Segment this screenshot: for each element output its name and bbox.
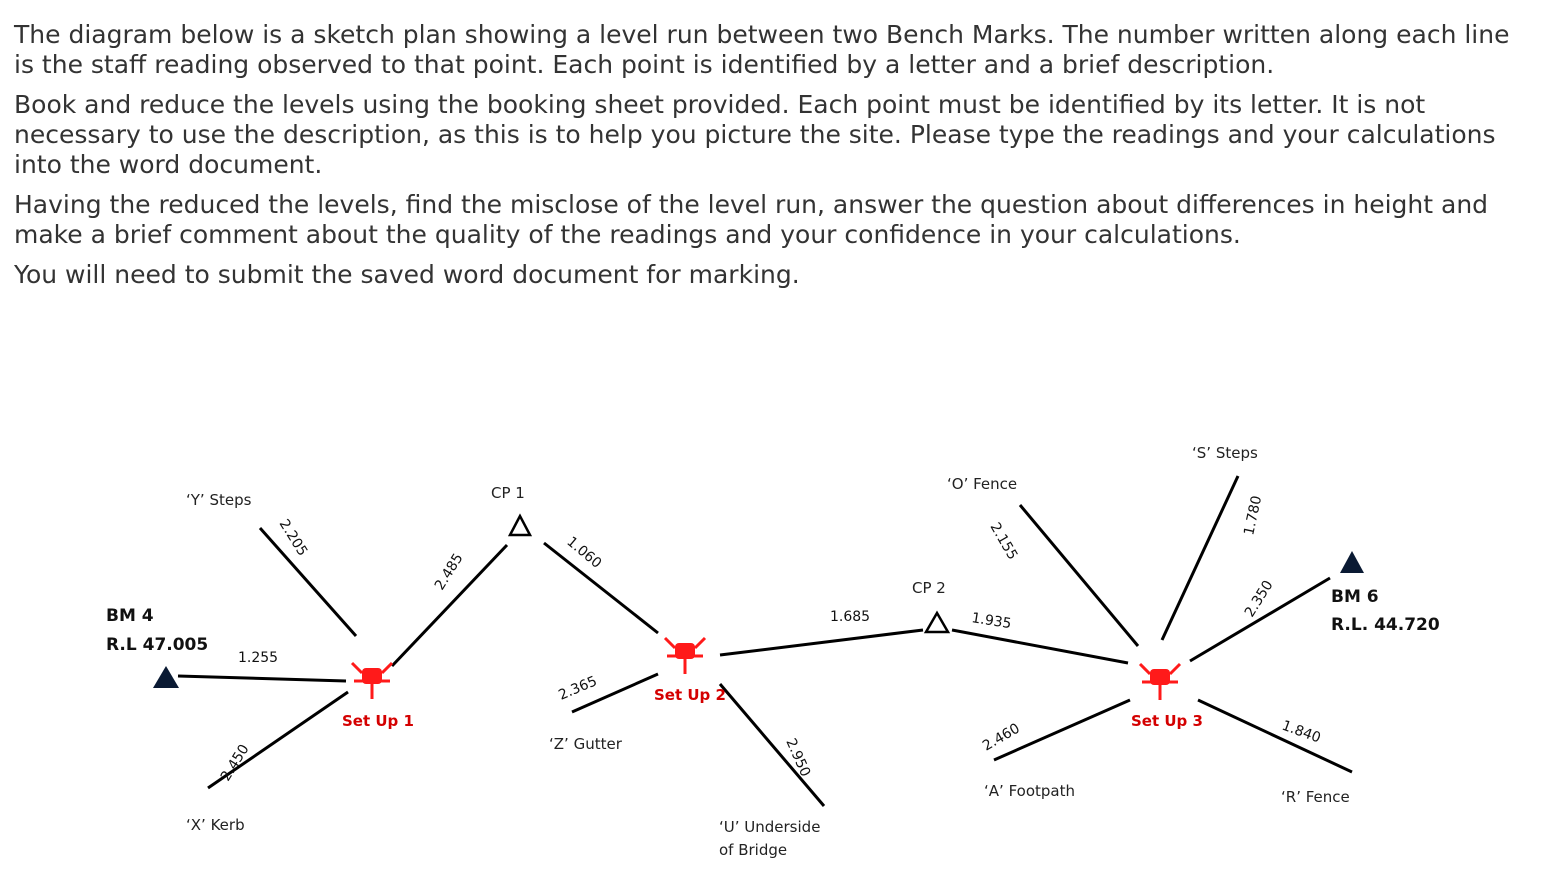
reading-a: 2.460 [980,720,1023,755]
reading-bm6: 2.350 [1241,577,1277,621]
reading-cp2-backsight: 1.935 [970,610,1013,633]
setup2-level-icon [665,638,705,674]
point-u-label-line2: of Bridge [719,841,788,859]
point-y-label: ‘Y’ Steps [186,491,252,509]
reading-cp1-foresight: 2.485 [431,550,467,594]
reading-cp1-backsight: 1.060 [563,533,605,572]
instruction-paragraph-1: The diagram below is a sketch plan showing a level run between two Bench Marks. The number written along each line is the staff reading observed to that point. Each point is identified by a letter and a brief description. [14,20,1510,79]
bm6-rl: R.L. 44.720 [1331,615,1440,635]
instruction-paragraph-4: You will need to submit the saved word document for marking. [14,260,800,289]
bm4-rl: R.L 47.005 [106,635,209,655]
point-o-label: ‘O’ Fence [947,475,1018,493]
point-s-label: ‘S’ Steps [1192,444,1258,462]
point-u-label-line1: ‘U’ Underside [719,818,821,836]
line-setup3-r [1198,700,1352,772]
reading-o: 2.155 [986,520,1021,563]
bm6-name: BM 6 [1331,587,1379,607]
reading-cp2-foresight: 1.685 [830,609,871,625]
instruction-paragraph-3: Having the reduced the levels, find the misclose of the level run, answer the question about differences in height and make a brief comment about the quality of the readings and your confidence in your calculations. [14,190,1489,249]
reading-r: 1.840 [1279,717,1323,747]
setup2-label: Set Up 2 [654,686,726,704]
bm4-triangle-icon [153,666,179,688]
cp2-label: CP 2 [912,579,946,597]
line-setup2-u [720,684,824,806]
setup1-level-icon [352,663,392,699]
line-setup1-y [260,528,356,636]
reading-z: 2.365 [556,673,600,704]
line-setup3-cp2 [952,630,1128,663]
point-x-label: ‘X’ Kerb [186,816,245,834]
reading-y: 2.205 [275,516,311,560]
point-a-label: ‘A’ Footpath [984,782,1075,800]
reading-bm4: 1.255 [238,650,279,666]
line-setup3-o [1020,505,1138,646]
cp1-triangle-icon [510,516,530,535]
point-z-label: ‘Z’ Gutter [549,735,622,753]
sight-lines [178,476,1352,806]
cp2-triangle-icon [926,613,948,632]
instruction-paragraph-2: Book and reduce the levels using the booking sheet provided. Each point must be identified by its letter. It is not necessary to use the description, as this is to help you picture the site. Please type the readings and your calculations into the word document. [14,90,1496,179]
reading-u: 2.950 [782,736,814,780]
point-r-label: ‘R’ Fence [1281,788,1350,806]
setup3-level-icon [1140,664,1180,700]
bm4-name: BM 4 [106,606,154,626]
setup3-label: Set Up 3 [1131,712,1203,730]
cp1-label: CP 1 [491,484,525,502]
line-setup3-s [1162,476,1238,640]
bm6-triangle-icon [1340,551,1364,573]
line-setup1-bm4 [178,676,346,681]
reading-x: 2.450 [217,741,253,785]
reading-s: 1.780 [1241,494,1266,537]
line-setup2-cp2 [720,630,923,655]
setup1-label: Set Up 1 [342,712,414,730]
